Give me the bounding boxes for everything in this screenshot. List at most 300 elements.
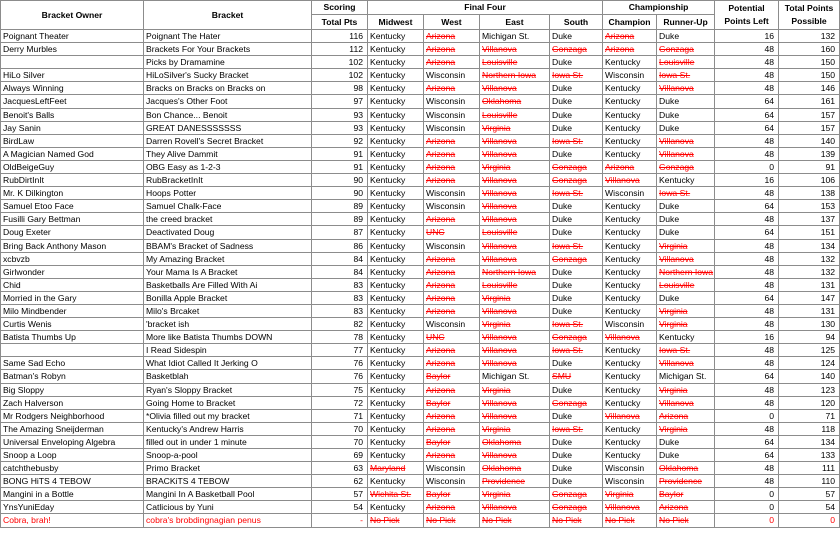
total-points-possible-cell: 94 <box>779 331 840 344</box>
runner-up-pick-cell: Virginia <box>657 422 715 435</box>
champion-pick-cell: Kentucky <box>603 357 657 370</box>
champion-pick-cell: Kentucky <box>603 383 657 396</box>
south-pick-cell: Duke <box>550 56 603 69</box>
east-pick-cell: Virginia <box>480 383 550 396</box>
bracket-name-cell: cobra's brobdingnagian penus <box>144 514 312 527</box>
table-row <box>1 475 840 488</box>
total-pts-cell: 71 <box>312 409 368 422</box>
south-pick-cell: Duke <box>550 435 603 448</box>
south-pick-cell: Duke <box>550 121 603 134</box>
bracket-name-cell: Jacques's Other Foot <box>144 95 312 108</box>
total-points-possible-cell: 137 <box>779 213 840 226</box>
owner-cell: Mr. K Dilkington <box>1 187 144 200</box>
runner-up-pick-cell: Duke <box>657 95 715 108</box>
bracket-name-cell: Ryan's Sloppy Bracket <box>144 383 312 396</box>
east-pick-cell: Villanova <box>480 304 550 317</box>
total-pts-cell: 75 <box>312 383 368 396</box>
bracket-name-cell: Bonilla Apple Bracket <box>144 291 312 304</box>
south-pick-cell: Duke <box>550 265 603 278</box>
champion-pick-cell: Kentucky <box>603 82 657 95</box>
champion-pick-cell: Kentucky <box>603 226 657 239</box>
east-pick-cell: Villanova <box>480 409 550 422</box>
table-row <box>1 488 840 501</box>
east-pick-cell: Villanova <box>480 449 550 462</box>
owner-cell: RubDirtInIt <box>1 174 144 187</box>
bracket-name-cell: What Idiot Called It Jerking O <box>144 357 312 370</box>
west-pick-cell: Wisconsin <box>424 95 480 108</box>
west-pick-cell: Wisconsin <box>424 187 480 200</box>
total-pts-cell: 89 <box>312 200 368 213</box>
runner-up-pick-cell: Villanova <box>657 134 715 147</box>
table-row <box>1 174 840 187</box>
champion-pick-cell: Villanova <box>603 331 657 344</box>
header-total-pts: Total Pts <box>312 15 368 30</box>
total-points-possible-cell: 111 <box>779 462 840 475</box>
champion-pick-cell: Villanova <box>603 409 657 422</box>
total-points-possible-cell: 161 <box>779 95 840 108</box>
champion-pick-cell: Wisconsin <box>603 462 657 475</box>
champion-pick-cell: Kentucky <box>603 108 657 121</box>
runner-up-pick-cell: Villanova <box>657 396 715 409</box>
east-pick-cell: Villanova <box>480 501 550 514</box>
south-pick-cell: Duke <box>550 200 603 213</box>
table-row <box>1 43 840 56</box>
bracket-name-cell: Poignant The Hater <box>144 30 312 43</box>
bracket-name-cell: They Alive Dammit <box>144 147 312 160</box>
table-row <box>1 252 840 265</box>
bracket-name-cell: the creed bracket <box>144 213 312 226</box>
potential-points-left-cell: 16 <box>715 30 779 43</box>
runner-up-pick-cell: Gonzaga <box>657 160 715 173</box>
champion-pick-cell: Kentucky <box>603 370 657 383</box>
owner-cell: Mangini in a Bottle <box>1 488 144 501</box>
table-row <box>1 304 840 317</box>
total-points-possible-cell: 131 <box>779 278 840 291</box>
south-pick-cell: Iowa St. <box>550 69 603 82</box>
west-pick-cell: Arizona <box>424 43 480 56</box>
south-pick-cell: Duke <box>550 213 603 226</box>
midwest-pick-cell: Kentucky <box>368 501 424 514</box>
total-pts-cell: 102 <box>312 56 368 69</box>
champion-pick-cell: Kentucky <box>603 121 657 134</box>
midwest-pick-cell: Kentucky <box>368 370 424 383</box>
west-pick-cell: Arizona <box>424 134 480 147</box>
owner-cell: Snoop a Loop <box>1 449 144 462</box>
runner-up-pick-cell: Louisville <box>657 278 715 291</box>
west-pick-cell: Baylor <box>424 396 480 409</box>
south-pick-cell: Iowa St. <box>550 318 603 331</box>
total-pts-cell: 93 <box>312 121 368 134</box>
runner-up-pick-cell: Gonzaga <box>657 43 715 56</box>
champion-pick-cell: Kentucky <box>603 134 657 147</box>
west-pick-cell: Arizona <box>424 344 480 357</box>
table-row <box>1 226 840 239</box>
west-pick-cell: UNC <box>424 331 480 344</box>
west-pick-cell: Arizona <box>424 449 480 462</box>
potential-points-left-cell: 0 <box>715 409 779 422</box>
east-pick-cell: Oklahoma <box>480 435 550 448</box>
owner-cell: Chid <box>1 278 144 291</box>
champion-pick-cell: Kentucky <box>603 239 657 252</box>
west-pick-cell: Baylor <box>424 488 480 501</box>
total-points-possible-cell: 57 <box>779 488 840 501</box>
champion-pick-cell: Kentucky <box>603 252 657 265</box>
owner-cell: Derry Murbles <box>1 43 144 56</box>
total-points-possible-cell: 160 <box>779 43 840 56</box>
south-pick-cell: Iowa St. <box>550 422 603 435</box>
west-pick-cell: Arizona <box>424 383 480 396</box>
bracket-name-cell: RubBracketInIt <box>144 174 312 187</box>
owner-cell: JacquesLeftFeet <box>1 95 144 108</box>
table-row <box>1 187 840 200</box>
owner-cell: Morried in the Gary <box>1 291 144 304</box>
total-pts-cell: 92 <box>312 134 368 147</box>
header-west: West <box>424 15 480 30</box>
west-pick-cell: Arizona <box>424 265 480 278</box>
bracket-name-cell: Picks by Dramamine <box>144 56 312 69</box>
total-pts-cell: 70 <box>312 422 368 435</box>
header-south: South <box>550 15 603 30</box>
west-pick-cell: Arizona <box>424 278 480 291</box>
table-row <box>1 291 840 304</box>
total-points-possible-cell: 54 <box>779 501 840 514</box>
midwest-pick-cell: Kentucky <box>368 121 424 134</box>
east-pick-cell: Louisville <box>480 226 550 239</box>
east-pick-cell: Virginia <box>480 488 550 501</box>
total-points-possible-cell: 123 <box>779 383 840 396</box>
south-pick-cell: Duke <box>550 291 603 304</box>
total-points-possible-cell: 0 <box>779 514 840 527</box>
owner-cell: Doug Exeter <box>1 226 144 239</box>
west-pick-cell: Arizona <box>424 82 480 95</box>
south-pick-cell: Duke <box>550 383 603 396</box>
south-pick-cell: SMU <box>550 370 603 383</box>
bracket-name-cell: 'bracket ish <box>144 318 312 331</box>
runner-up-pick-cell: Villanova <box>657 82 715 95</box>
champion-pick-cell: Kentucky <box>603 213 657 226</box>
champion-pick-cell: Kentucky <box>603 422 657 435</box>
total-points-possible-cell: 120 <box>779 396 840 409</box>
total-pts-cell: 77 <box>312 344 368 357</box>
total-pts-cell: 116 <box>312 30 368 43</box>
table-row <box>1 449 840 462</box>
potential-points-left-cell: 16 <box>715 331 779 344</box>
owner-cell: Curtis Wenis <box>1 318 144 331</box>
champion-pick-cell: Kentucky <box>603 435 657 448</box>
total-points-possible-cell: 151 <box>779 226 840 239</box>
total-points-possible-cell: 118 <box>779 422 840 435</box>
champion-pick-cell: Wisconsin <box>603 187 657 200</box>
runner-up-pick-cell: Iowa St. <box>657 344 715 357</box>
east-pick-cell: Virginia <box>480 291 550 304</box>
table-row <box>1 357 840 370</box>
total-pts-cell: 83 <box>312 304 368 317</box>
east-pick-cell: Villanova <box>480 357 550 370</box>
bracket-name-cell: Snoop-a-pool <box>144 449 312 462</box>
south-pick-cell: Duke <box>550 95 603 108</box>
south-pick-cell: Duke <box>550 304 603 317</box>
runner-up-pick-cell: Providence <box>657 475 715 488</box>
total-points-possible-cell: 91 <box>779 160 840 173</box>
total-pts-cell: 57 <box>312 488 368 501</box>
west-pick-cell: Wisconsin <box>424 239 480 252</box>
owner-cell: Big Sloppy <box>1 383 144 396</box>
table-row <box>1 514 840 527</box>
west-pick-cell: Wisconsin <box>424 475 480 488</box>
total-pts-cell: 76 <box>312 370 368 383</box>
east-pick-cell: Villanova <box>480 252 550 265</box>
potential-points-left-cell: 48 <box>715 147 779 160</box>
potential-points-left-cell: 0 <box>715 514 779 527</box>
potential-points-left-cell: 0 <box>715 160 779 173</box>
potential-points-left-cell: 64 <box>715 108 779 121</box>
east-pick-cell: Villanova <box>480 43 550 56</box>
midwest-pick-cell: Kentucky <box>368 226 424 239</box>
south-pick-cell: Gonzaga <box>550 331 603 344</box>
west-pick-cell: Arizona <box>424 304 480 317</box>
table-row <box>1 344 840 357</box>
table-row <box>1 462 840 475</box>
east-pick-cell: Villanova <box>480 174 550 187</box>
champion-pick-cell: Arizona <box>603 43 657 56</box>
potential-points-left-cell: 64 <box>715 226 779 239</box>
owner-cell: catchthebusby <box>1 462 144 475</box>
west-pick-cell: Arizona <box>424 409 480 422</box>
potential-points-left-cell: 48 <box>715 213 779 226</box>
owner-cell: Samuel Etoo Face <box>1 200 144 213</box>
south-pick-cell: Gonzaga <box>550 501 603 514</box>
east-pick-cell: Villanova <box>480 82 550 95</box>
table-row <box>1 30 840 43</box>
runner-up-pick-cell: Duke <box>657 435 715 448</box>
east-pick-cell: Oklahoma <box>480 95 550 108</box>
champion-pick-cell: Kentucky <box>603 304 657 317</box>
potential-points-left-cell: 48 <box>715 265 779 278</box>
midwest-pick-cell: Kentucky <box>368 187 424 200</box>
midwest-pick-cell: Kentucky <box>368 357 424 370</box>
west-pick-cell: Wisconsin <box>424 462 480 475</box>
west-pick-cell: No Pick <box>424 514 480 527</box>
owner-cell: Mr Rodgers Neighborhood <box>1 409 144 422</box>
midwest-pick-cell: Kentucky <box>368 449 424 462</box>
east-pick-cell: Louisville <box>480 278 550 291</box>
west-pick-cell: Arizona <box>424 252 480 265</box>
runner-up-pick-cell: Kentucky <box>657 331 715 344</box>
table-row <box>1 409 840 422</box>
runner-up-pick-cell: Duke <box>657 30 715 43</box>
runner-up-pick-cell: Villanova <box>657 252 715 265</box>
table-row <box>1 213 840 226</box>
standings-body <box>1 30 840 528</box>
east-pick-cell: Villanova <box>480 331 550 344</box>
total-points-possible-cell: 132 <box>779 265 840 278</box>
total-pts-cell: 63 <box>312 462 368 475</box>
east-pick-cell: Virginia <box>480 121 550 134</box>
runner-up-pick-cell: Virginia <box>657 304 715 317</box>
potential-points-left-cell: 48 <box>715 278 779 291</box>
midwest-pick-cell: Kentucky <box>368 239 424 252</box>
potential-points-left-cell: 0 <box>715 488 779 501</box>
west-pick-cell: Wisconsin <box>424 108 480 121</box>
total-pts-cell: 84 <box>312 265 368 278</box>
south-pick-cell: Duke <box>550 357 603 370</box>
total-points-possible-cell: 150 <box>779 69 840 82</box>
champion-pick-cell: Arizona <box>603 30 657 43</box>
midwest-pick-cell: Kentucky <box>368 174 424 187</box>
potential-points-left-cell: 64 <box>715 449 779 462</box>
south-pick-cell: Iowa St. <box>550 344 603 357</box>
midwest-pick-cell: Kentucky <box>368 160 424 173</box>
runner-up-pick-cell: Arizona <box>657 409 715 422</box>
total-points-possible-cell: 134 <box>779 239 840 252</box>
west-pick-cell: Arizona <box>424 291 480 304</box>
south-pick-cell: Gonzaga <box>550 488 603 501</box>
midwest-pick-cell: Kentucky <box>368 43 424 56</box>
midwest-pick-cell: Kentucky <box>368 95 424 108</box>
total-points-possible-cell: 71 <box>779 409 840 422</box>
table-row <box>1 82 840 95</box>
total-points-possible-cell: 140 <box>779 134 840 147</box>
owner-cell: Universal Enveloping Algebra <box>1 435 144 448</box>
midwest-pick-cell: Kentucky <box>368 409 424 422</box>
bracket-name-cell: BBAM's Bracket of Sadness <box>144 239 312 252</box>
east-pick-cell: Louisville <box>480 108 550 121</box>
table-row <box>1 108 840 121</box>
runner-up-pick-cell: Arizona <box>657 501 715 514</box>
champion-pick-cell: Kentucky <box>603 344 657 357</box>
owner-cell: Fusilli Gary Bettman <box>1 213 144 226</box>
total-pts-cell: 112 <box>312 43 368 56</box>
total-points-possible-cell: 157 <box>779 108 840 121</box>
bracket-name-cell: Darren Rovell's Secret Bracket <box>144 134 312 147</box>
midwest-pick-cell: Kentucky <box>368 422 424 435</box>
east-pick-cell: Villanova <box>480 200 550 213</box>
south-pick-cell: Duke <box>550 147 603 160</box>
runner-up-pick-cell: Duke <box>657 213 715 226</box>
east-pick-cell: Michigan St. <box>480 30 550 43</box>
south-pick-cell: No Pick <box>550 514 603 527</box>
bracket-name-cell: *Olivia filled out my bracket <box>144 409 312 422</box>
east-pick-cell: Villanova <box>480 147 550 160</box>
total-points-possible-cell: 146 <box>779 82 840 95</box>
midwest-pick-cell: Kentucky <box>368 134 424 147</box>
bracket-name-cell: Samuel Chalk-Face <box>144 200 312 213</box>
potential-points-left-cell: 64 <box>715 95 779 108</box>
total-pts-cell: 86 <box>312 239 368 252</box>
total-points-possible-cell: 153 <box>779 200 840 213</box>
runner-up-pick-cell: Villanova <box>657 147 715 160</box>
west-pick-cell: Arizona <box>424 56 480 69</box>
bracket-name-cell: Kentucky's Andrew Harris <box>144 422 312 435</box>
champion-pick-cell: Wisconsin <box>603 318 657 331</box>
potential-points-left-cell: 0 <box>715 501 779 514</box>
south-pick-cell: Iowa St. <box>550 187 603 200</box>
total-pts-cell: 97 <box>312 95 368 108</box>
header-east: East <box>480 15 550 30</box>
champion-pick-cell: No Pick <box>603 514 657 527</box>
champion-pick-cell: Kentucky <box>603 449 657 462</box>
south-pick-cell: Duke <box>550 409 603 422</box>
midwest-pick-cell: Kentucky <box>368 252 424 265</box>
south-pick-cell: Duke <box>550 475 603 488</box>
total-pts-cell: 87 <box>312 226 368 239</box>
south-pick-cell: Iowa St. <box>550 239 603 252</box>
south-pick-cell: Duke <box>550 278 603 291</box>
total-points-possible-cell: 106 <box>779 174 840 187</box>
runner-up-pick-cell: Baylor <box>657 488 715 501</box>
east-pick-cell: Northern Iowa <box>480 265 550 278</box>
bracket-name-cell: Basketballs Are Filled With Ai <box>144 278 312 291</box>
midwest-pick-cell: Kentucky <box>368 475 424 488</box>
midwest-pick-cell: Kentucky <box>368 291 424 304</box>
owner-cell: Same Sad Echo <box>1 357 144 370</box>
champion-pick-cell: Wisconsin <box>603 69 657 82</box>
header-midwest: Midwest <box>368 15 424 30</box>
champion-pick-cell: Arizona <box>603 160 657 173</box>
total-pts-cell: 91 <box>312 160 368 173</box>
potential-points-left-cell: 48 <box>715 82 779 95</box>
owner-cell: Milo Mindbender <box>1 304 144 317</box>
table-row <box>1 134 840 147</box>
potential-points-left-cell: 64 <box>715 435 779 448</box>
total-points-possible-cell: 125 <box>779 344 840 357</box>
total-points-possible-cell: 130 <box>779 318 840 331</box>
champion-pick-cell: Kentucky <box>603 95 657 108</box>
potential-points-left-cell: 48 <box>715 475 779 488</box>
south-pick-cell: Gonzaga <box>550 43 603 56</box>
total-pts-cell: 102 <box>312 69 368 82</box>
east-pick-cell: Virginia <box>480 422 550 435</box>
midwest-pick-cell: Wichita St. <box>368 488 424 501</box>
total-points-possible-cell: 157 <box>779 121 840 134</box>
midwest-pick-cell: Kentucky <box>368 331 424 344</box>
runner-up-pick-cell: Duke <box>657 121 715 134</box>
runner-up-pick-cell: Virginia <box>657 383 715 396</box>
south-pick-cell: Iowa St. <box>550 134 603 147</box>
south-pick-cell: Duke <box>550 449 603 462</box>
total-points-possible-cell: 147 <box>779 291 840 304</box>
east-pick-cell: Oklahoma <box>480 462 550 475</box>
bracket-name-cell: Going Home to Bracket <box>144 396 312 409</box>
potential-points-left-cell: 64 <box>715 370 779 383</box>
owner-cell: Bring Back Anthony Mason <box>1 239 144 252</box>
total-pts-cell: 78 <box>312 331 368 344</box>
champion-pick-cell: Villanova <box>603 501 657 514</box>
midwest-pick-cell: Kentucky <box>368 30 424 43</box>
total-points-possible-cell: 134 <box>779 435 840 448</box>
midwest-pick-cell: Kentucky <box>368 56 424 69</box>
header-potential-points-left: Potential Points Left <box>715 1 779 30</box>
total-points-possible-cell: 110 <box>779 475 840 488</box>
south-pick-cell: Duke <box>550 108 603 121</box>
table-row <box>1 265 840 278</box>
east-pick-cell: Northern Iowa <box>480 69 550 82</box>
owner-cell: The Amazing Sneijderman <box>1 422 144 435</box>
east-pick-cell: Villanova <box>480 239 550 252</box>
total-pts-cell: 82 <box>312 318 368 331</box>
header-runner-up: Runner-Up <box>657 15 715 30</box>
midwest-pick-cell: Kentucky <box>368 318 424 331</box>
runner-up-pick-cell: Iowa St. <box>657 69 715 82</box>
runner-up-pick-cell: Virginia <box>657 318 715 331</box>
east-pick-cell: Villanova <box>480 396 550 409</box>
runner-up-pick-cell: Duke <box>657 226 715 239</box>
west-pick-cell: Wisconsin <box>424 69 480 82</box>
table-row <box>1 200 840 213</box>
midwest-pick-cell: Maryland <box>368 462 424 475</box>
champion-pick-cell: Kentucky <box>603 291 657 304</box>
total-points-possible-cell: 132 <box>779 252 840 265</box>
